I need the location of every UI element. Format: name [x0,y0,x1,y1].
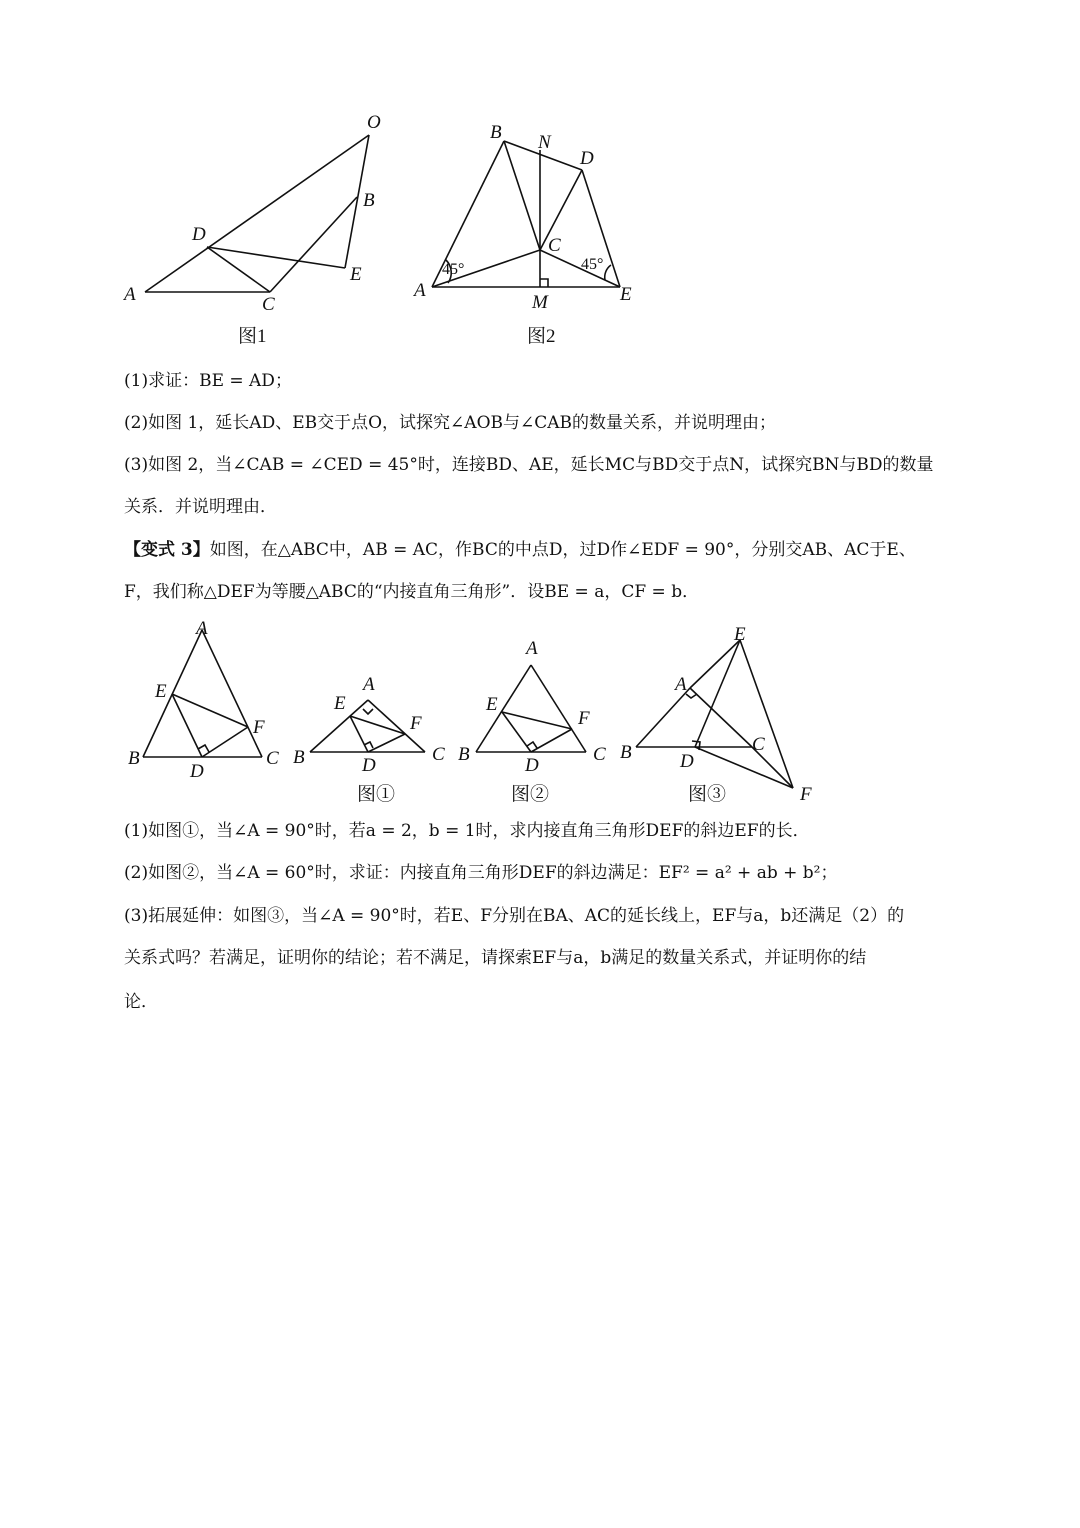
figure-circled-1-labels [293,674,445,805]
figure-2-labels [412,122,632,347]
label-E: E [734,624,746,645]
label-E: E [350,264,362,285]
label-A: A [414,280,426,301]
figure-2-caption: 图2 [527,326,556,347]
problem-2-q3-line2: 关系式吗？若满足，证明你的结论；若不满足，请探索EF与a，b满足的数量关系式，并证明你的结 [124,948,867,968]
label-A: A [196,618,208,639]
problem-2-intro-line1 [124,538,916,562]
figure-circled-3-caption: 图③ [688,784,727,805]
figure-1 [145,135,369,292]
label-C: C [752,734,765,755]
label-A: A [675,674,687,695]
label-C: C [262,294,275,315]
label-A: A [124,284,136,305]
problem-1-q3-line2: 关系．并说明理由． [124,497,277,517]
label-D: D [525,755,539,776]
label-D: D [192,224,206,245]
label-B: B [458,744,470,765]
label-C: C [548,235,561,256]
label-A: A [363,674,375,695]
problem-2-q3-line3: 论． [124,992,158,1012]
figure-circled-2-caption: 图② [511,784,550,805]
figure-circled-3 [636,640,793,788]
label-F: F [800,784,812,805]
label-C: C [266,748,279,769]
problem-2-q1: (1)如图①，当∠A = 90°时，若a = 2，b = 1时，求内接直角三角形DEF的斜边EF的长． [124,821,810,841]
label-D: D [190,761,204,782]
figure-circled-2-labels [458,638,606,805]
label-E: E [620,284,632,305]
label-B: B [620,742,632,763]
problem-1-q2: (2)如图 1，延长AD、EB交于点O，试探究∠AOB与∠CAB的数量关系，并说明理由； [124,413,777,433]
label-F: F [578,708,590,729]
label-D: D [362,755,376,776]
label-M: M [532,292,548,313]
figure-1-labels [122,112,381,347]
label-C: C [432,744,445,765]
angle-label-right: 45° [581,256,604,273]
figure-bottom-group [0,610,1080,810]
label-B: B [128,748,140,769]
label-F: F [410,713,422,734]
problem-1-q3-line1: (3)如图 2，当∠CAB = ∠CED = 45°时，连接BD、AE，延长MC与BD交于点N，试探究BN与BD的数量 [124,455,934,475]
figure-top-group [0,0,1080,360]
label-A: A [526,638,538,659]
problem-2-q2: (2)如图②，当∠A = 60°时，求证：内接直角三角形DEF的斜边满足：EF² = a² + ab + b²； [124,863,838,883]
label-E: E [486,694,498,715]
problem-2-intro-text: 如图，在△ABC中，AB = AC，作BC的中点D，过D作∠EDF = 90°，分别交AB、AC于E、 [209,540,916,560]
figure-circled-1 [310,700,425,752]
label-D: D [580,148,594,169]
label-B: B [363,190,375,211]
figure-circled-1-caption: 图① [357,784,396,805]
label-E: E [334,693,346,714]
label-E: E [155,681,167,702]
label-O: O [367,112,381,133]
angle-label-left: 45° [442,261,465,278]
label-F: F [253,717,265,738]
label-B: B [293,747,305,768]
figure-1-caption: 图1 [238,326,267,347]
problem-2-q3-line1: (3)拓展延伸：如图③，当∠A = 90°时，若E、F分别在BA、AC的延长线上，EF与a，b还满足（2）的 [124,906,905,926]
problem-1-q1: (1)求证：BE = AD； [124,371,292,391]
problem-2-intro-line2: F，我们称△DEF为等腰△ABC的“内接直角三角形”．设BE = a，CF = b． [124,582,700,602]
label-C: C [593,744,606,765]
label-B: B [490,122,502,143]
label-D: D [680,751,694,772]
problem-2-tag: 【变式 3】 [124,540,210,560]
label-N: N [538,132,551,153]
